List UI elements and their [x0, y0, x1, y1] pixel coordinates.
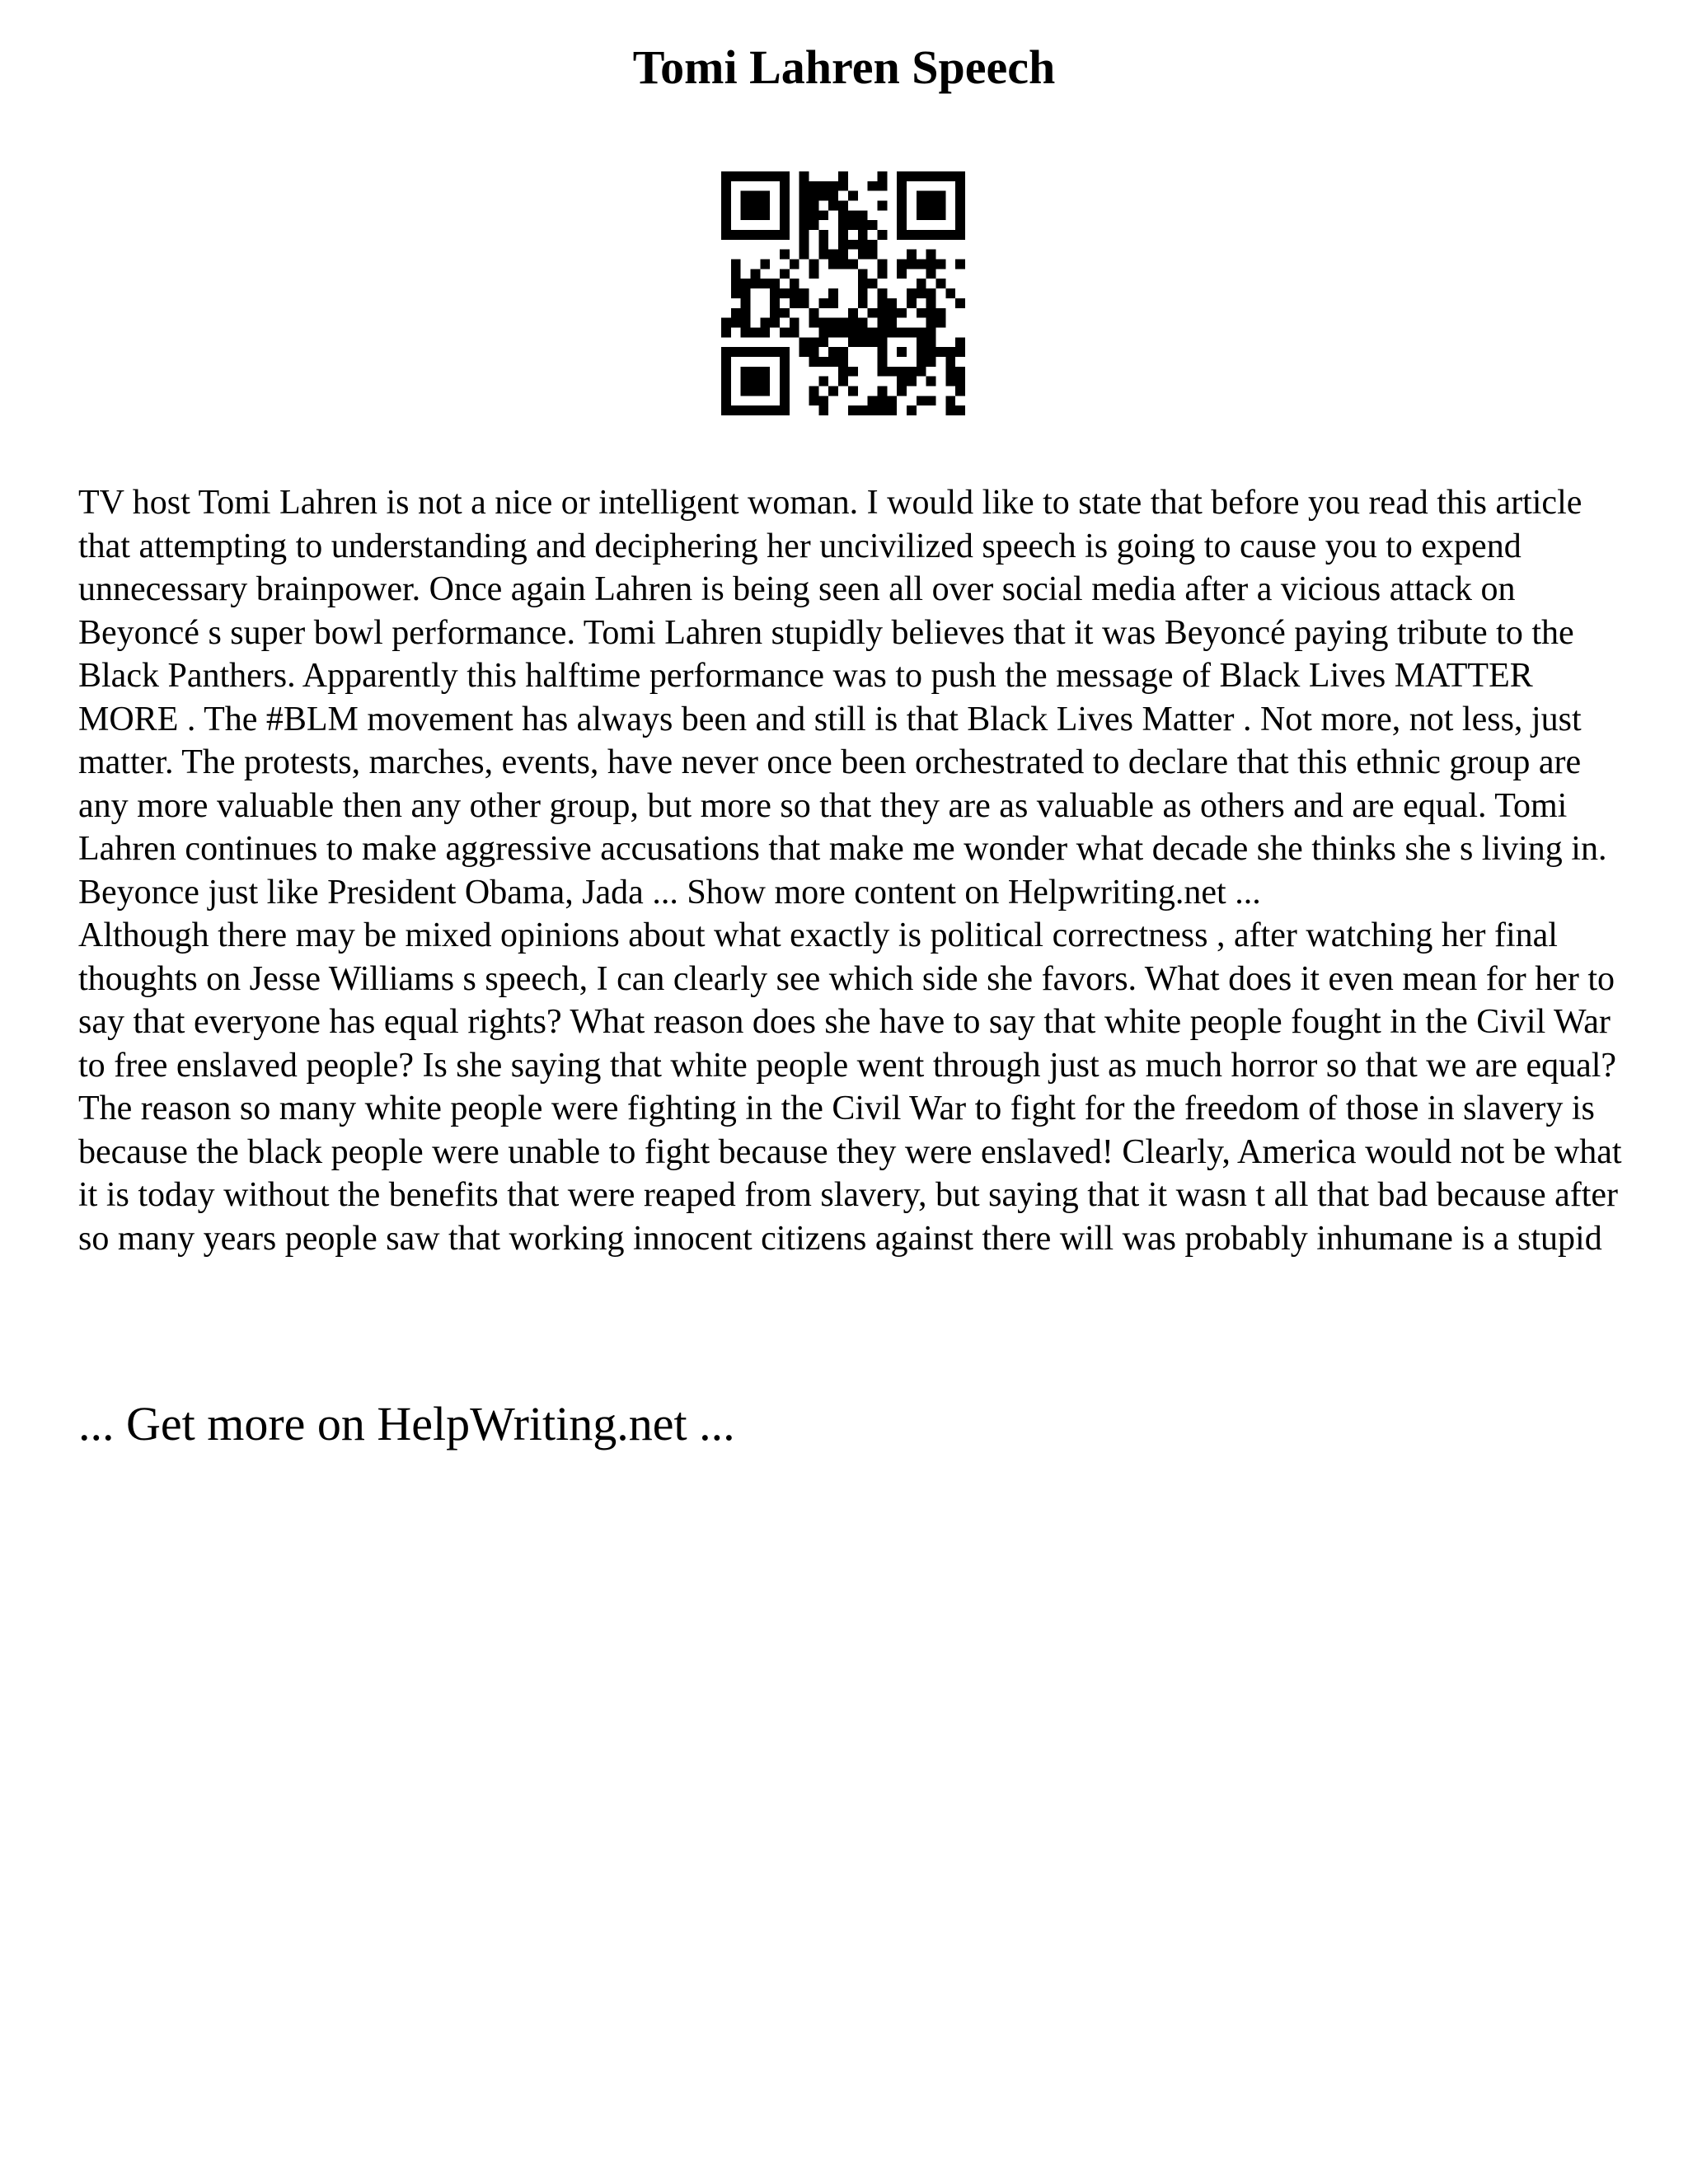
- get-more-link[interactable]: ... Get more on HelpWriting.net ...: [78, 1397, 735, 1451]
- qr-code-graphic: [721, 171, 965, 415]
- article-paragraph: TV host Tomi Lahren is not a nice or intelligent woman. I would like to state that before you read this article that attempting to understanding and deciphering her uncivilized speech is going to cause you to expend unnecessary brainpower. Once again Lahren is being seen all over social media after a vicious attack on Beyoncé s super bowl performance. Tomi Lahren stupidly believes that it was Beyoncé paying tribute to the Black Panthers. Apparently this halftime performance was to push the message of Black Lives MATTER MORE . The #BLM movement has always been and still is that Black Lives Matter . Not more, not less, just matter. The protests, marches, events, have never once been orchestrated to declare that this ethnic group are any more valuable then any other group, but more so that they are as valuable as others and are equal. Tomi Lahren continues to make aggressive accusations that make me wonder what decade she thinks she s living in. Beyonce just like President Obama, Jada ... Show more content on Helpwriting.net ...: [78, 484, 1607, 912]
- page-title: Tomi Lahren Speech: [632, 40, 1056, 94]
- article-paragraph: Although there may be mixed opinions about what exactly is political correctness , after watching her final thoughts on Jesse Williams s speech, I can clearly see which side she favors. What does it even mean for her to say that everyone has equal rights? What reason does she have to say that white people fought in the Civil War to free enslaved people? Is she saying that white people went through just as much horror so that we are equal? The reason so many white people were fighting in the Civil War to fight for the freedom of those in slavery is because the black people were unable to fight because they were enslaved! Clearly, America would not be what it is today without the benefits that were reaped from slavery, but saying that it wasn t all that bad because after so many years people saw that working innocent citizens against there will was probably inhumane is a stupid: [78, 916, 1622, 1258]
- article-body: [78, 481, 1628, 1260]
- qr-code-icon: [721, 171, 965, 415]
